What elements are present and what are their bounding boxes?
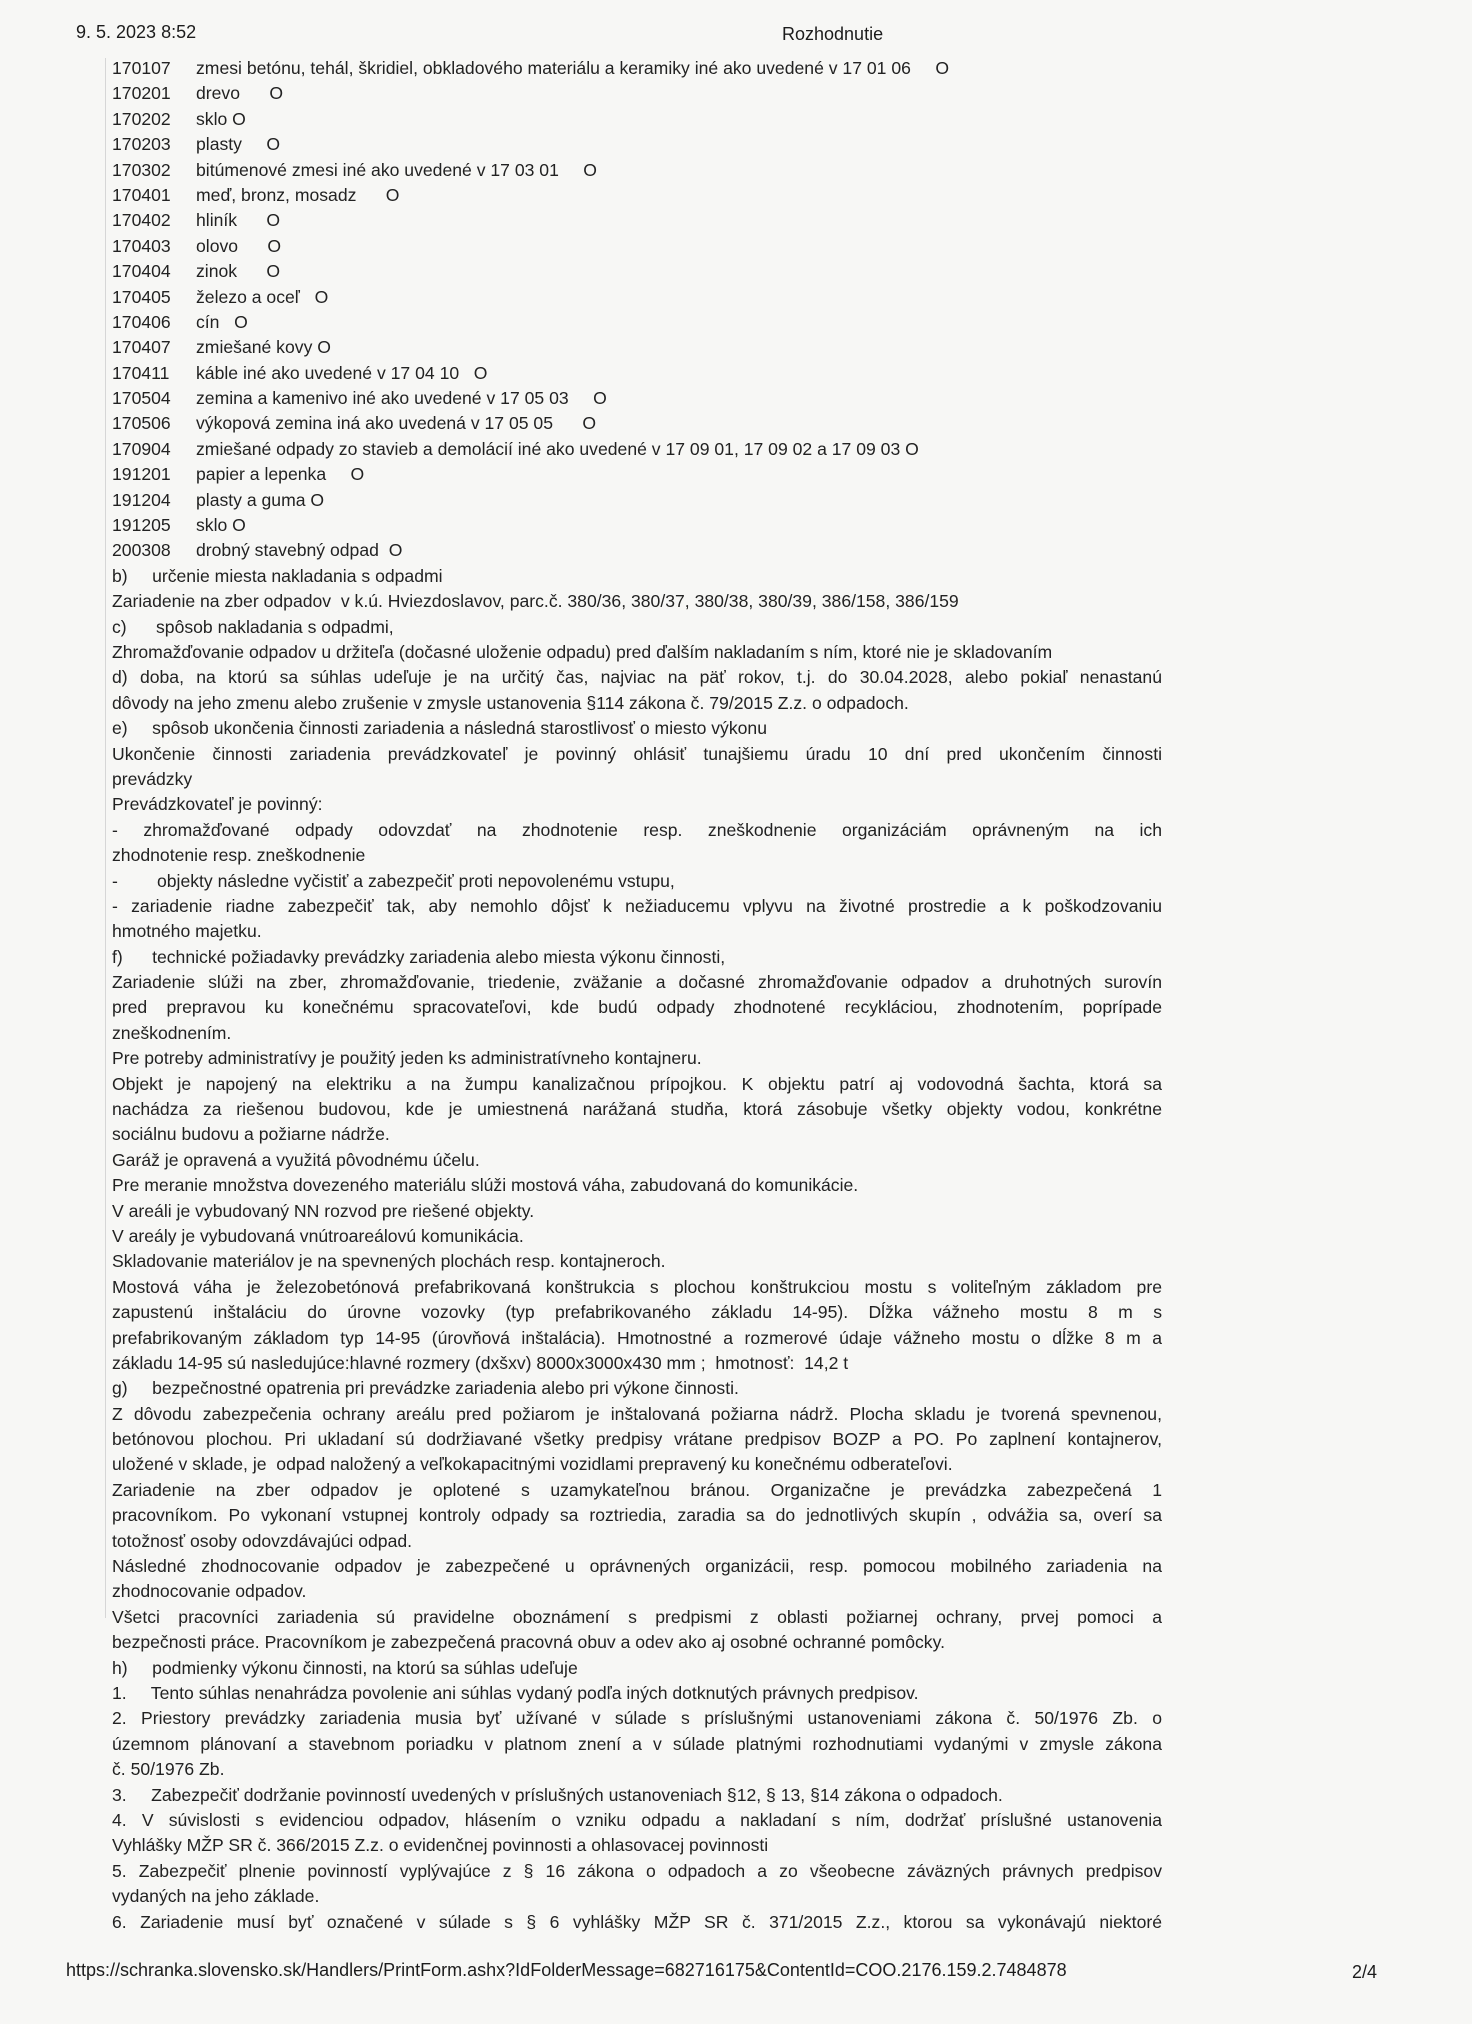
- text-line: bezpečnosti práce. Pracovníkom je zabezpečená pracovná obuv a odev ako aj osobné ochranné pomôcky.: [112, 1632, 945, 1653]
- document-body: [112, 56, 1162, 1935]
- waste-code-row: [112, 56, 1162, 81]
- text-line: 1. Tento súhlas nenahrádza povolenie ani súhlas vydaný podľa iných dotknutých právnych predpisov.: [112, 1683, 919, 1703]
- text-line: uložené v sklade, je odpad naložený a veľkokapacitnými vozidlami prepravený ku konečnému odberateľovi.: [112, 1454, 953, 1475]
- text-line: g) bezpečnostné opatrenia pri prevádzke zariadenia alebo pri výkone činnosti.: [112, 1378, 739, 1399]
- waste-code-row: [112, 462, 1162, 487]
- text-line: 6. Zariadenie musí byť označené v súlade s § 6 vyhlášky MŽP SR č. 371/2015 Z.z., ktorou sa vykonávajú niektoré: [112, 1911, 1162, 1932]
- waste-code-row: [112, 310, 1162, 335]
- document-title: Rozhodnutie: [782, 24, 884, 44]
- waste-code: 170904: [112, 438, 171, 459]
- waste-code-row: [112, 411, 1162, 436]
- text-line: č. 50/1976 Zb.: [112, 1759, 225, 1780]
- waste-description: drevo O: [196, 83, 284, 104]
- text-line: d) doba, na ktorú sa súhlas udeľuje je na určitý čas, najviac na päť rokov, t.j. do 30.04.2028, alebo pokiaľ nenastanú: [112, 667, 1162, 688]
- text-line: zneškodnením.: [112, 1022, 232, 1043]
- waste-code-row: [112, 361, 1162, 386]
- text-line: hmotného majetku.: [112, 921, 262, 942]
- waste-description: papier a lepenka O: [196, 464, 365, 485]
- waste-description: cín O: [196, 311, 248, 332]
- waste-description: zmiešané kovy O: [196, 337, 331, 358]
- waste-description: meď, bronz, mosadz O: [196, 184, 400, 205]
- waste-description: zmesi betónu, tehál, škridiel, obkladového materiálu a keramiky iné ako uvedené v 17 01 06 O: [196, 58, 950, 78]
- waste-code: 191201: [112, 464, 171, 485]
- waste-code-row: [112, 285, 1162, 310]
- text-line: V areály je vybudovaná vnútroareálovú komunikácia.: [112, 1225, 524, 1246]
- waste-description: sklo O: [196, 108, 246, 129]
- waste-code-row: [112, 158, 1162, 183]
- text-line: Skladovanie materiálov je na spevnených plochách resp. kontajneroch.: [112, 1251, 666, 1272]
- waste-description: železo a oceľ O: [196, 286, 329, 307]
- text-line: zhodnocovanie odpadov.: [112, 1581, 307, 1602]
- text-line: 4. V súvislosti s evidenciou odpadov, hlásením o vzniku odpadu a nakladaní s ním, dodržať príslušné ustanovenia: [112, 1809, 1162, 1830]
- text-line: nachádza za riešenou budovou, kde je umiestnená narážaná studňa, ktorá zásobuje všetky objekty vodou, konkrétne: [112, 1099, 1162, 1120]
- text-line: územnom plánovaní a stavebnom poriadku v platnom znení a v súlade platnými rozhodnutiami vydanými v zmysle zákona: [112, 1733, 1162, 1754]
- margin-rule: [105, 58, 106, 1618]
- print-url: https://schranka.slovensko.sk/Handlers/PrintForm.ashx?IdFolderMessage=682716175&ContentId=COO.2176.159.2.7484878: [66, 1960, 1067, 1980]
- text-line: V areáli je vybudovaný NN rozvod pre riešené objekty.: [112, 1200, 535, 1221]
- waste-code-row: [112, 386, 1162, 411]
- print-datetime: 9. 5. 2023 8:52: [76, 22, 197, 42]
- text-line: 3. Zabezpečiť dodržanie povinností uvedených v príslušných ustanoveniach §12, § 13, §14 zákona o odpadoch.: [112, 1784, 1003, 1805]
- text-line: b) určenie miesta nakladania s odpadmi: [112, 565, 443, 586]
- waste-code: 170406: [112, 311, 171, 332]
- text-line: zhodnotenie resp. zneškodnenie: [112, 845, 366, 866]
- waste-code-row: [112, 81, 1162, 106]
- text-line: sociálnu budovu a požiarne nádrže.: [112, 1124, 390, 1145]
- waste-code: 170506: [112, 413, 171, 434]
- text-line: totožnosť osoby odovzdávajúci odpad.: [112, 1530, 413, 1551]
- text-line: pracovníkom. Po vykonaní vstupnej kontroly odpady sa roztriedia, zaradia sa do jednotlivých skupín , odvážia sa, overí sa: [112, 1505, 1162, 1526]
- text-line: základu 14-95 sú nasledujúce:hlavné rozmery (dxšxv) 8000x3000x430 mm ; hmotnosť: 14,2 t: [112, 1352, 849, 1373]
- waste-code-row: [112, 335, 1162, 360]
- text-line: f) technické požiadavky prevádzky zariadenia alebo miesta výkonu činnosti,: [112, 946, 726, 967]
- waste-code-row: [112, 538, 1162, 563]
- waste-code: 170403: [112, 235, 171, 256]
- waste-description: výkopová zemina iná ako uvedená v 17 05 05 O: [196, 413, 597, 434]
- waste-code-row: [112, 208, 1162, 233]
- text-line: Zhromažďovanie odpadov u držiteľa (dočasné uloženie odpadu) pred ďalším nakladaním s ním, ktoré nie je skladovaním: [112, 641, 1053, 662]
- waste-code: 170107: [112, 58, 171, 78]
- waste-code-row: [112, 183, 1162, 208]
- text-line: Zariadenie slúži na zber, zhromažďovanie, triedenie, zväžanie a dočasné zhromažďovanie odpadov a druhotných surovín: [112, 972, 1162, 993]
- text-line: 2. Priestory prevádzky zariadenia musia byť užívané v súlade s príslušnými ustanoveniami zákona č. 50/1976 Zb. o: [112, 1708, 1162, 1729]
- text-line: Zariadenie na zber odpadov v k.ú. Hviezdoslavov, parc.č. 380/36, 380/37, 380/38, 380/39, 386/158, 386/159: [112, 591, 959, 612]
- waste-code-row: [112, 513, 1162, 538]
- waste-code: 170201: [112, 83, 171, 104]
- text-line: - zariadenie riadne zabezpečiť tak, aby nemohlo dôjsť k nežiaducemu vplyvu na životné prostredie a k poškodzovaniu: [112, 895, 1162, 916]
- text-line: Mostová váha je železobetónová prefabrikovaná konštrukcia s plochou konštrukciou mostu s voliteľným základom pre: [112, 1276, 1162, 1297]
- text-line: betónovou plochou. Pri ukladaní sú dodržiavané všetky predpisy vrátane predpisov BOZP a PO. Po zaplnení kontajnerov,: [112, 1429, 1162, 1450]
- text-line: - objekty následne vyčistiť a zabezpečiť proti nepovolenému vstupu,: [112, 870, 675, 891]
- text-line: Pre potreby administratívy je použitý jeden ks administratívneho kontajneru.: [112, 1048, 702, 1069]
- text-line: Všetci pracovníci zariadenia sú pravidelne oboznámení s predpismi z oblasti požiarnej ochrany, prvej pomoci a: [112, 1606, 1162, 1627]
- text-line: Zariadenie na zber odpadov je oplotené s uzamykateľnou bránou. Organizačne je prevádzka zabezpečená 1: [112, 1479, 1162, 1500]
- waste-code-row: [112, 437, 1162, 462]
- waste-code: 170302: [112, 159, 171, 180]
- waste-description: olovo O: [196, 235, 282, 256]
- waste-code-row: [112, 259, 1162, 284]
- waste-code-row: [112, 234, 1162, 259]
- text-line: Garáž je opravená a využitá pôvodnému účelu.: [112, 1149, 480, 1170]
- text-line: Vyhlášky MŽP SR č. 366/2015 Z.z. o evidenčnej povinnosti a ohlasovacej povinnosti: [112, 1835, 769, 1856]
- text-line: dôvody na jeho zmenu alebo zrušenie v zmysle ustanovenia §114 zákona č. 79/2015 Z.z. o odpadoch.: [112, 692, 909, 713]
- page-number: 2/4: [1352, 1962, 1378, 1982]
- waste-code: 170401: [112, 184, 171, 205]
- text-line: zapustenú inštaláciu do úrovne vozovky (typ prefabrikovaného základu 14-95). Dĺžka vážneho mostu 8 m s: [112, 1302, 1162, 1323]
- waste-description: plasty a guma O: [196, 489, 325, 510]
- waste-code: 170402: [112, 210, 171, 231]
- text-line: prefabrikovaným základom typ 14-95 (úrovňová inštalácia). Hmotnostné a rozmerové údaje vážneho mostu o dĺžke 8 m a: [112, 1327, 1162, 1348]
- waste-description: hliník O: [196, 210, 281, 231]
- waste-code: 170411: [112, 362, 170, 383]
- text-line: vydaných na jeho základe.: [112, 1886, 320, 1907]
- waste-code: 170203: [112, 134, 171, 155]
- waste-description: drobný stavebný odpad O: [196, 540, 403, 561]
- waste-description: zmiešané odpady zo stavieb a demolácií iné ako uvedené v 17 09 01, 17 09 02 a 17 09 03 O: [196, 438, 919, 459]
- waste-code: 170407: [112, 337, 171, 358]
- waste-code-list: [112, 56, 1162, 564]
- waste-code-row: [112, 107, 1162, 132]
- text-line: Z dôvodu zabezpečenia ochrany areálu pred požiarom je inštalovaná požiarna nádrž. Plocha skladu je tvorená spevnenou,: [112, 1403, 1162, 1424]
- text-line: 5. Zabezpečiť plnenie povinností vyplývajúce z § 16 zákona o odpadoch a zo všeobecne záväzných právnych predpisov: [112, 1860, 1162, 1881]
- waste-description: bitúmenové zmesi iné ako uvedené v 17 03 01 O: [196, 159, 597, 180]
- waste-code: 170404: [112, 261, 171, 282]
- text-line: Pre meranie množstva dovezeného materiálu slúži mostová váha, zabudovaná do komunikácie.: [112, 1175, 859, 1196]
- text-line: prevádzky: [112, 768, 193, 789]
- text-line: pred prepravou ku konečnému spracovateľovi, kde budú odpady zhodnotené recykláciou, zhodnotením, poprípade: [112, 997, 1162, 1018]
- waste-code: 191205: [112, 515, 171, 536]
- waste-description: zemina a kamenivo iné ako uvedené v 17 05 03 O: [196, 388, 607, 409]
- waste-description: plasty O: [196, 134, 281, 155]
- text-line: c) spôsob nakladania s odpadmi,: [112, 616, 394, 637]
- waste-code-row: [112, 488, 1162, 513]
- waste-code: 170504: [112, 388, 171, 409]
- waste-description: zinok O: [196, 261, 281, 282]
- text-line: - zhromažďované odpady odovzdať na zhodnotenie resp. zneškodnenie organizáciám oprávneným na ich: [112, 819, 1162, 840]
- text-line: Ukončenie činnosti zariadenia prevádzkovateľ je povinný ohlásiť tunajšiemu úradu 10 dní pred ukončením činnosti: [112, 743, 1162, 764]
- text-line: Prevádzkovateľ je povinný:: [112, 794, 323, 815]
- text-line: Následné zhodnocovanie odpadov je zabezpečené u oprávnených organizácii, resp. pomocou mobilného zariadenia na: [112, 1556, 1162, 1577]
- waste-description: káble iné ako uvedené v 17 04 10 O: [196, 362, 488, 383]
- text-line: h) podmienky výkonu činnosti, na ktorú sa súhlas udeľuje: [112, 1657, 578, 1678]
- decision-text: [112, 564, 1162, 1935]
- waste-description: sklo O: [196, 515, 246, 536]
- waste-code: 170202: [112, 108, 171, 129]
- text-line: e) spôsob ukončenia činnosti zariadenia a následná starostlivosť o miesto výkonu: [112, 718, 767, 739]
- waste-code-row: [112, 132, 1162, 157]
- text-line: Objekt je napojený na elektriku a na žumpu kanalizačnou prípojkou. K objektu patrí aj vodovodná šachta, ktorá sa: [112, 1073, 1162, 1094]
- waste-code: 170405: [112, 286, 171, 307]
- waste-code: 200308: [112, 540, 171, 561]
- waste-code: 191204: [112, 489, 171, 510]
